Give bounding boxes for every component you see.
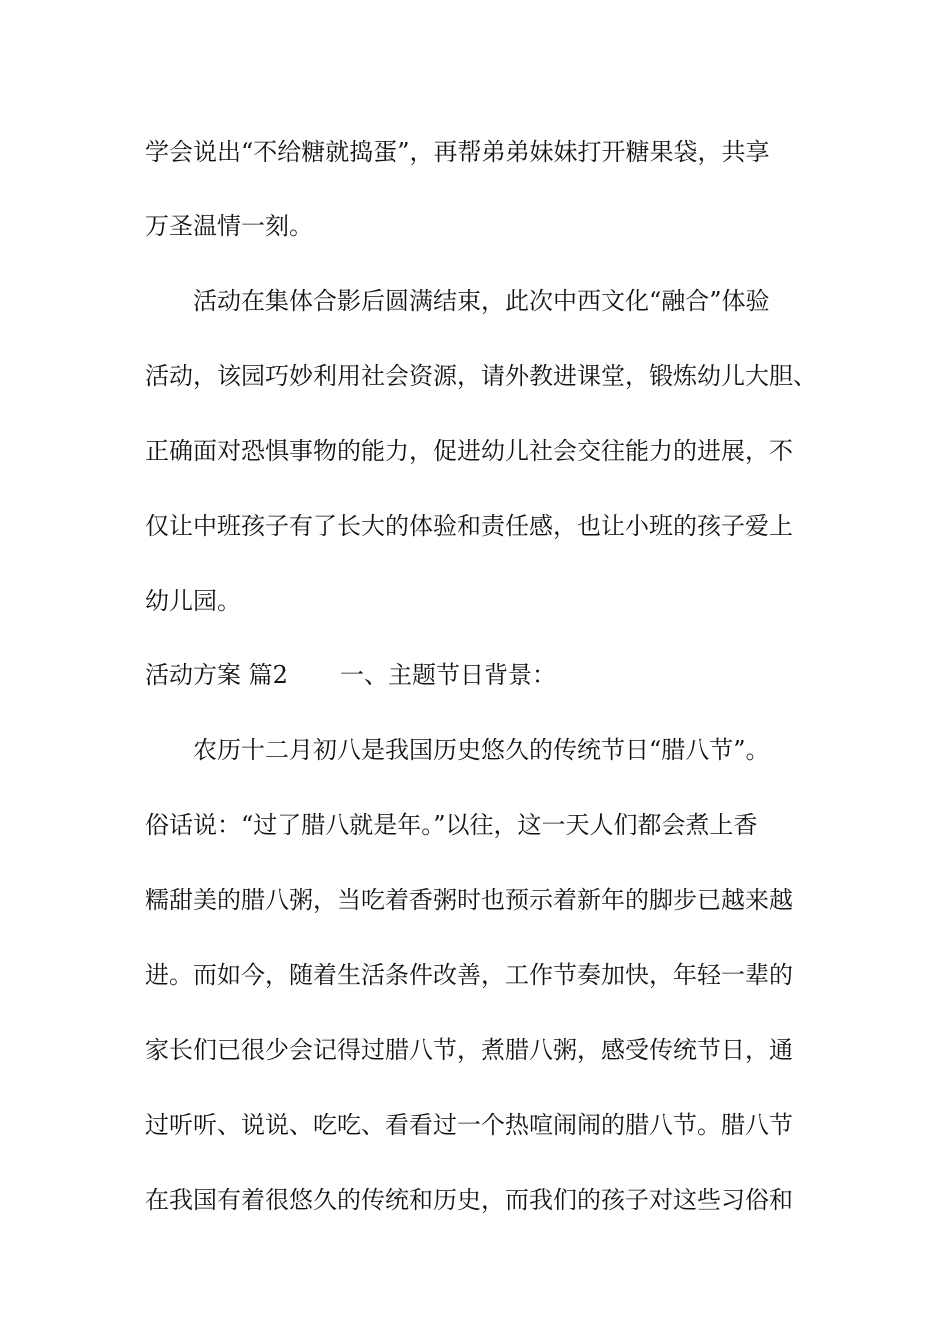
paragraph-1-line-1: 学会说出“不给糖就捣蛋”，再帮弟弟妹妹打开糖果袋，共享 — [145, 138, 770, 166]
section-heading-title: 活动方案 篇2 — [145, 661, 288, 689]
paragraph-2-line-3: 正确面对恐惧事物的能力，促进幼儿社会交往能力的进展，不 — [145, 437, 793, 465]
paragraph-3-line-5: 家长们已很少会记得过腊八节，煮腊八粥，感受传统节日，通 — [145, 1036, 793, 1064]
paragraph-1-line-2: 万圣温情一刻。 — [145, 212, 313, 240]
paragraph-2-line-5: 幼儿园。 — [145, 587, 241, 615]
paragraph-3-line-1: 农历十二月初八是我国历史悠久的传统节日“腊八节”。 — [193, 736, 770, 764]
paragraph-2-line-1: 活动在集体合影后圆满结束，此次中西文化“融合”体验 — [193, 287, 770, 315]
paragraph-3-line-6: 过听听、说说、吃吃、看看过一个热喧闹闹的腊八节。腊八节 — [145, 1111, 793, 1139]
paragraph-3-line-3: 糯甜美的腊八粥，当吃着香粥时也预示着新年的脚步已越来越 — [145, 886, 793, 914]
section-heading-subtitle: 一、主题节日背景： — [340, 661, 556, 689]
paragraph-3-line-2: 俗话说：“过了腊八就是年。”以往，这一天人们都会煮上香 — [145, 811, 758, 839]
paragraph-3-line-7: 在我国有着很悠久的传统和历史，而我们的孩子对这些习俗和 — [145, 1186, 793, 1214]
paragraph-2-line-4: 仅让中班孩子有了长大的体验和责任感，也让小班的孩子爱上 — [145, 512, 793, 540]
paragraph-3-line-4: 进。而如今，随着生活条件改善，工作节奏加快，年轻一辈的 — [145, 961, 793, 989]
paragraph-2-line-2: 活动，该园巧妙利用社会资源，请外教进课堂，锻炼幼儿大胆、 — [145, 362, 817, 390]
